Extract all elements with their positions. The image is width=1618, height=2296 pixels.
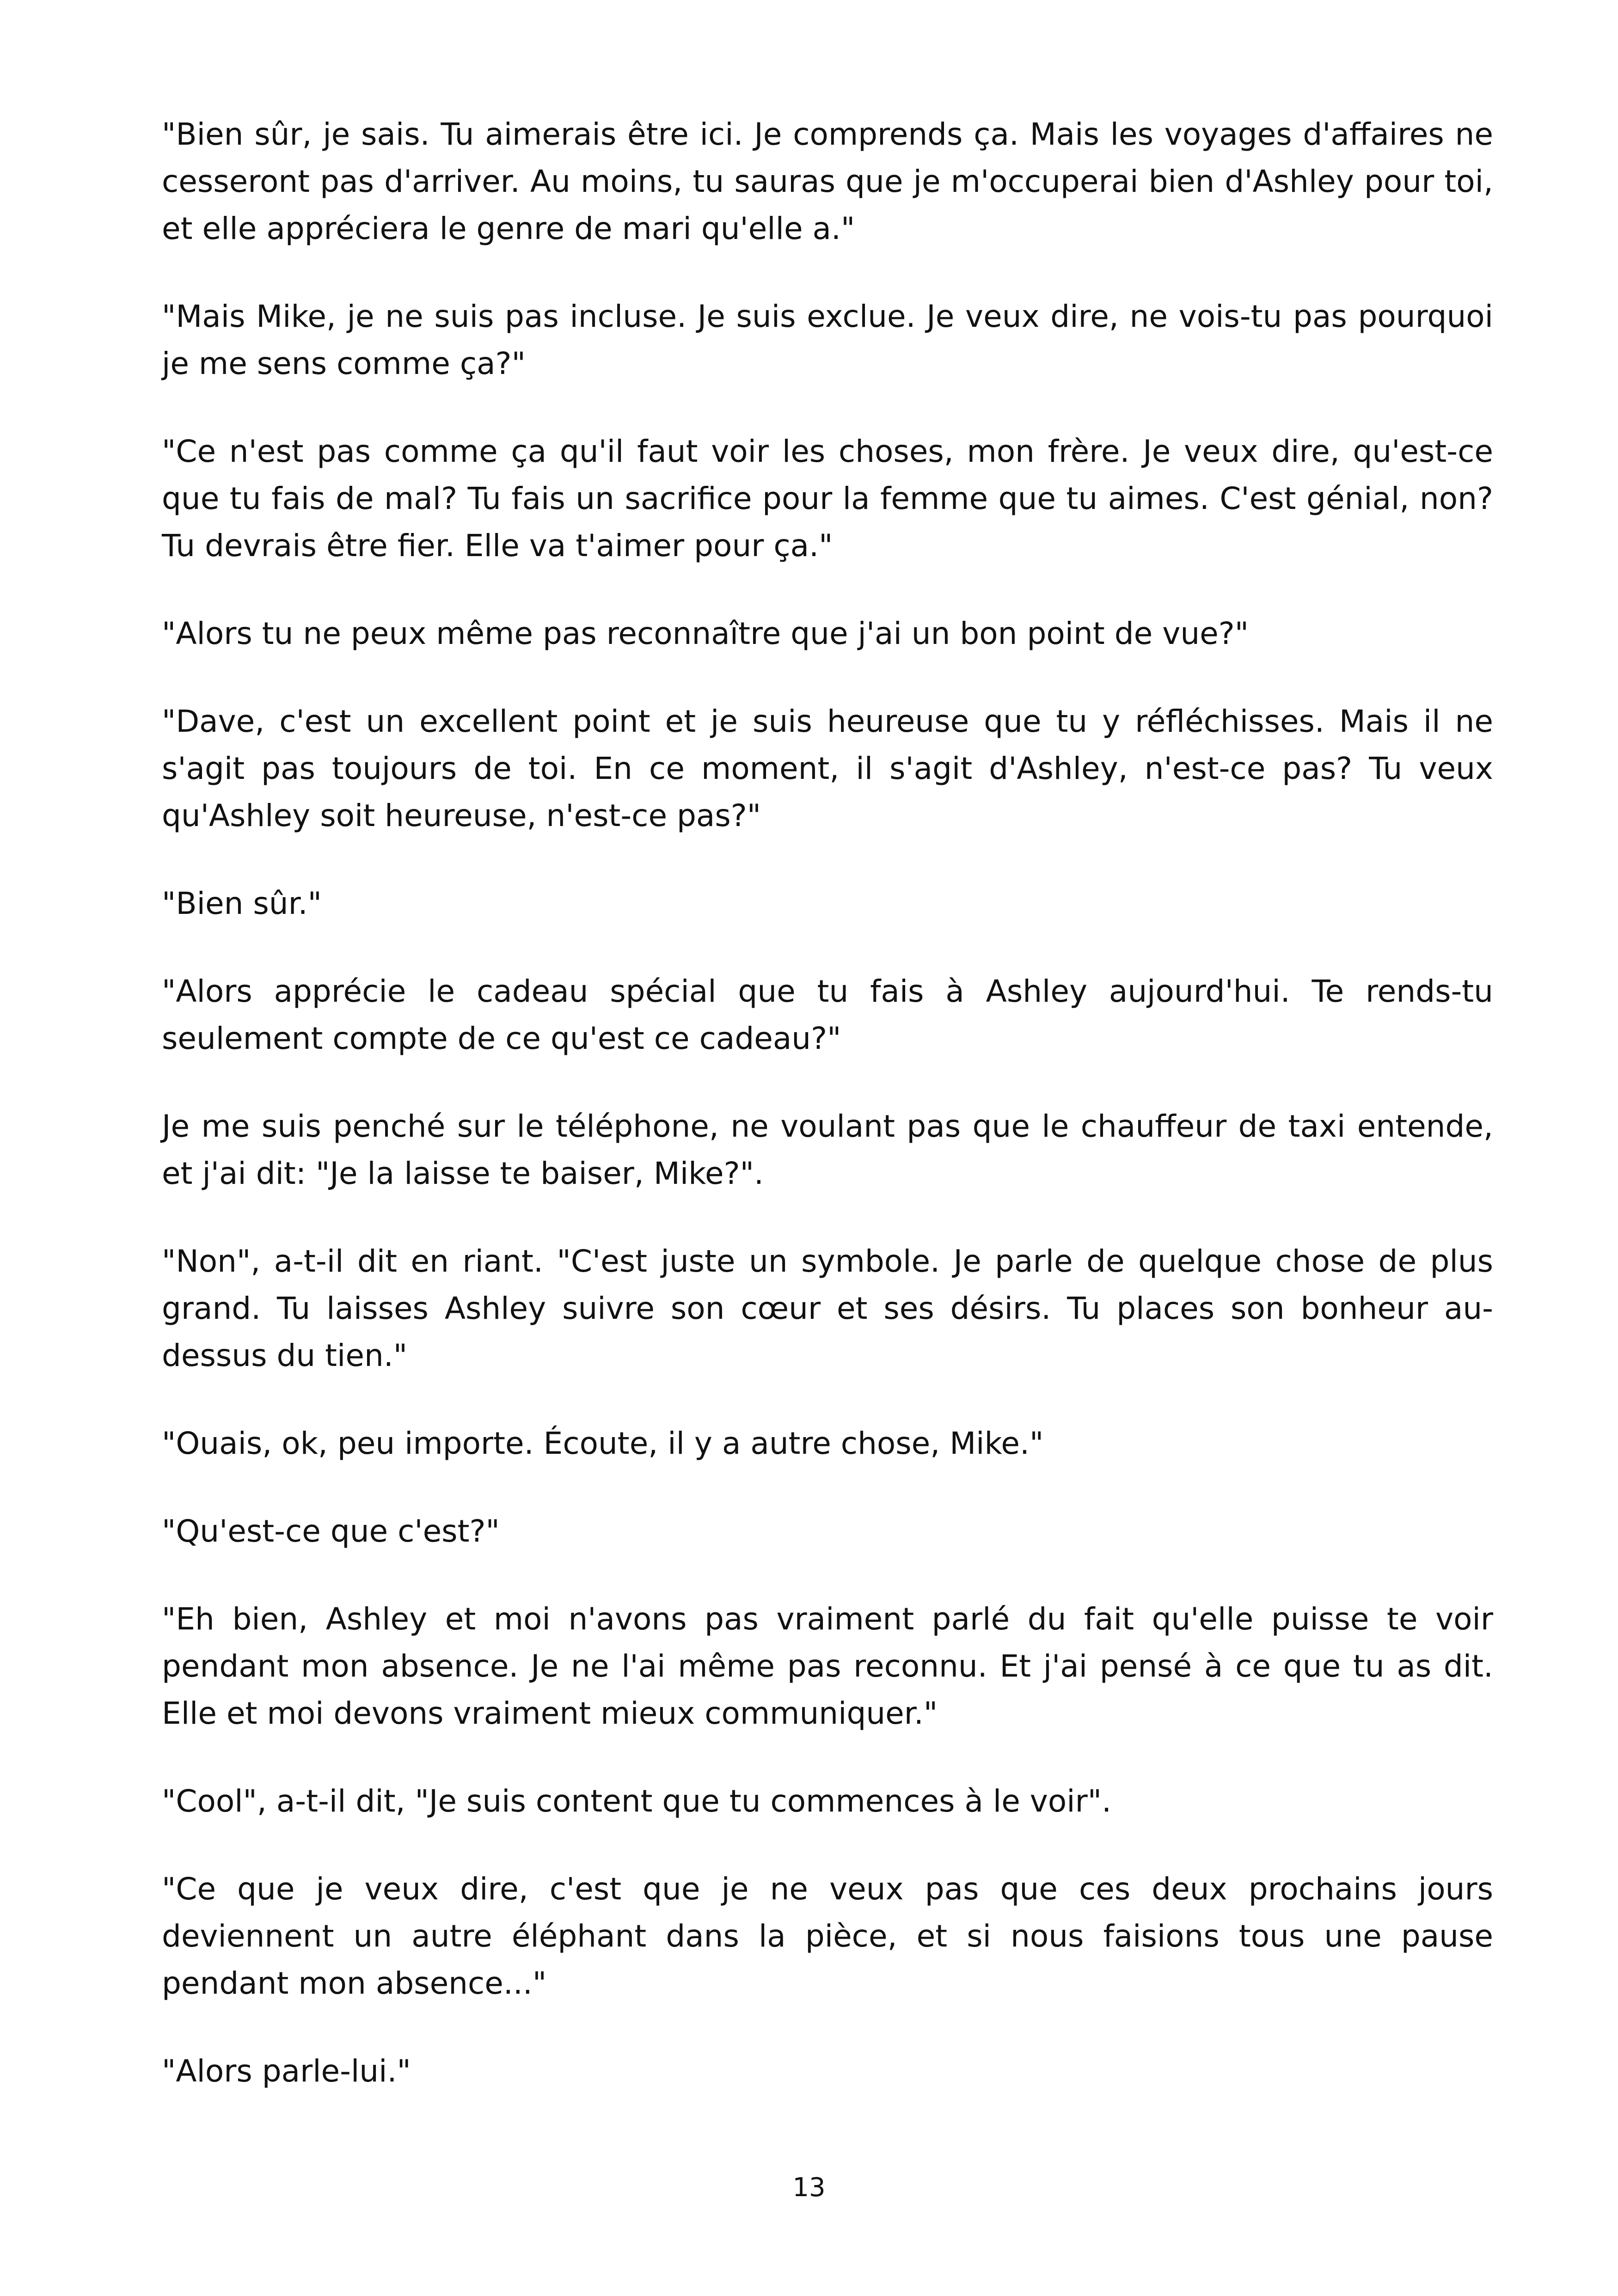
paragraph: "Ce que je veux dire, c'est que je ne veux pas que ces deux prochains jours deviennent un autre éléphant dans la pièce, et si nous faisions tous une pause pendant mon absence..." (162, 1871, 1493, 2001)
paragraph: "Qu'est-ce que c'est?" (162, 1513, 500, 1549)
paragraph: "Alors apprécie le cadeau spécial que tu fais à Ashley aujourd'hui. Te rends-tu seulement compte de ce qu'est ce cadeau?" (162, 974, 1493, 1056)
paragraph: "Non", a-t-il dit en riant. "C'est juste un symbole. Je parle de quelque chose de plus grand. Tu laisses Ashley suivre son cœur et ses désirs. Tu places son bonheur au-dessus du tien." (162, 1243, 1493, 1373)
paragraph: "Ouais, ok, peu importe. Écoute, il y a autre chose, Mike." (162, 1426, 1044, 1461)
paragraph: "Bien sûr." (162, 886, 322, 921)
paragraph: "Bien sûr, je sais. Tu aimerais être ici. Je comprends ça. Mais les voyages d'affaires ne cesseront pas d'arriver. Au moins, tu sauras que je m'occuperai bien d'Ashley pour toi, et elle appréciera le genre de mari qu'elle a." (162, 116, 1493, 246)
paragraph: "Eh bien, Ashley et moi n'avons pas vraiment parlé du fait qu'elle puisse te voir pendant mon absence. Je ne l'ai même pas reconnu. Et j'ai pensé à ce que tu as dit. Elle et moi devons vraiment mieux communiquer." (162, 1601, 1493, 1731)
paragraph: Je me suis penché sur le téléphone, ne voulant pas que le chauffeur de taxi entende, et j'ai dit: "Je la laisse te baiser, Mike?". (162, 1108, 1493, 1191)
paragraph: "Alors parle-lui." (162, 2053, 411, 2089)
paragraph: "Dave, c'est un excellent point et je suis heureuse que tu y réfléchisses. Mais il ne s'agit pas toujours de toi. En ce moment, il s'agit d'Ashley, n'est-ce pas? Tu veux qu'Ashley soit heureuse, n'est-ce pas?" (162, 704, 1493, 833)
paragraph: "Alors tu ne peux même pas reconnaître que j'ai un bon point de vue?" (162, 616, 1249, 651)
paragraph: "Ce n'est pas comme ça qu'il faut voir les choses, mon frère. Je veux dire, qu'est-ce que tu fais de mal? Tu fais un sacrifice pour la femme que tu aimes. C'est génial, non? Tu devrais être fier. Elle va t'aimer pour ça." (162, 434, 1493, 563)
page-number: 13 (792, 2173, 826, 2203)
paragraph: "Cool", a-t-il dit, "Je suis content que tu commences à le voir". (162, 1783, 1112, 1819)
body-text (162, 111, 1493, 2136)
paragraph: "Mais Mike, je ne suis pas incluse. Je suis exclue. Je veux dire, ne vois-tu pas pourquoi je me sens comme ça?" (162, 299, 1493, 381)
